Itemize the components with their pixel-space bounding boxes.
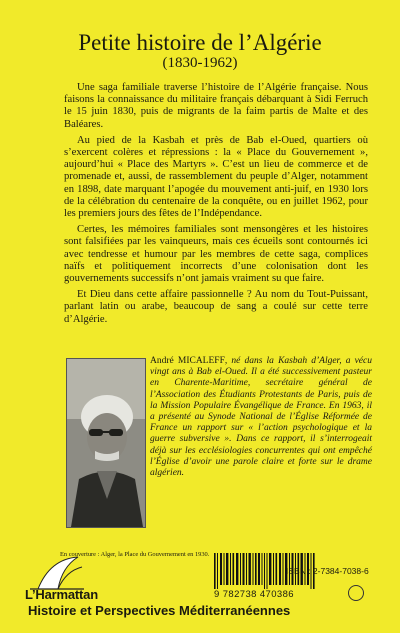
blurb-paragraph-1: Une saga familiale traverse l’histoire de l’Algérie française. Nous faisons la connaissance du militaire français débarquant à Sidi Ferruch le 15 juin 1830, puis de migrants de la faim partis de Malte et des Baléares. xyxy=(64,82,368,130)
stamp-icon xyxy=(348,585,364,601)
publisher-name: L’Harmattan xyxy=(25,587,98,602)
book-title: Petite histoire de l’Algérie xyxy=(78,30,322,55)
author-bio-text: , né dans la Kasbah d’Alger, a vécu vingt ans à Bab el-Oued. Il a été successivement pasteur en Charente-Maritime, secrétaire général de l’Association des Étudiants Protestants de Paris, puis de la Mission Populaire Évangélique de France. En 1963, il a présenté au Synode National de l’Église Réformée de France un rapport sur « l’action psychologique et la guerre subversive ». Dans ce rapport, il s’interrogeait déjà sur les ecclésiologies concurrentes qui ont empêché l’Église d’avoir une parole claire et forte sur le drame algérien. xyxy=(150,356,372,479)
author-photo xyxy=(66,358,146,528)
series-name: Histoire et Perspectives Méditerranéennes xyxy=(28,603,291,618)
author-bio xyxy=(150,356,372,479)
book-subtitle: (1830-1962) xyxy=(162,55,238,71)
author-name: André MICALEFF xyxy=(150,356,225,366)
cover-caption: En couverture : Alger, la Place du Gouvernement en 1930. xyxy=(60,551,210,558)
harmattan-logo-icon xyxy=(28,555,86,591)
blurb-paragraph-2: Au pied de la Kasbah et près de Bab el-Oued, quartiers où s’exercent colères et répressions : la « Place du Gouvernement », aujourd’hui « Place des Martyrs ». C’est un lieu de commerce et de promenade et, aussi, de rassemblement du peuple d’Alger, notamment en 1898, date marquant l’apogée du mouvement anti-juif, en 1930 lors de la célébration du centenaire de la conquête, ou en juillet 1962, pour les premiers jours des fêtes de l’Indépendance. xyxy=(64,134,368,220)
blurb-paragraph-3: Certes, les mémoires familiales sont mensongères et les histoires sont falsifiées par les vainqueurs, mais ces écueils sont contournés ici avec tendresse et humour par les membres de cette saga, complices naïfs et politiquement incorrects d’une colonisation dont les gouvernements successifs n’ont jamais vraiment su que faire. xyxy=(64,224,368,285)
blurb xyxy=(64,82,368,330)
isbn-label: ISBN : 2-7384-7038-6 xyxy=(286,566,369,576)
blurb-paragraph-4: Et Dieu dans cette affaire passionnelle ? Au nom du Tout-Puissant, parlant latin ou arabe, beaucoup de sang a coulé sur cette terre d’Algérie. xyxy=(64,289,368,325)
barcode-number: 9 782738 470386 xyxy=(214,589,294,600)
